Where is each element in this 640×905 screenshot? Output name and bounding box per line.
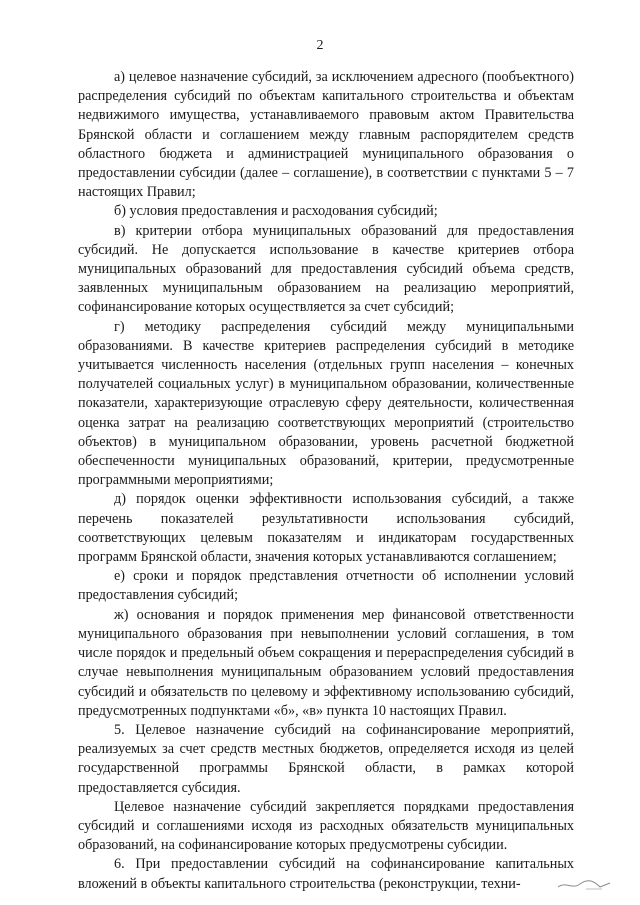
paragraph-zh: ж) основания и порядок применения мер финансовой ответственности муниципального образования при невыполнении условий соглашения, в том числе порядок и предельный объем сокращения и перераспределения субсидий в случае невыполнения муниципальным образованием условий предоставления субсидий и обязательств по целевому и эффективному использованию субсидий, предусмотренных подпунктами «б», «в» пункта 10 настоящих Правил. [78, 606, 574, 719]
handwritten-mark [556, 878, 612, 892]
page-number: 2 [316, 38, 324, 53]
paragraph-g: г) методику распределения субсидий между муниципальными образованиями. В качестве критериев распределения субсидий в методике учитывается численность населения (отдельных групп населения – конечных получателей социальных услуг) в муниципальном образовании, количественные показатели, характеризующие отраслевую сферу деятельности, количественная оценка затрат на реализацию соответствующих мероприятий (строительство объектов) в муниципальном образовании, уровень расчетной бюджетной обеспеченности муниципальных образований, критерии, предусмотренные программными мероприятиями; [78, 318, 574, 489]
document-body [78, 68, 574, 894]
paragraph-5: 5. Целевое назначение субсидий на софинансирование мероприятий, реализуемых за счет средств местных бюджетов, определяется исходя из целей государственной программы Брянской области, в рамках которой предоставляется субсидия. [78, 721, 574, 796]
paragraph-d: д) порядок оценки эффективности использования субсидий, а также перечень показателей результативности использования субсидий, соответствующих целевым показателям и индикаторам государственных программ Брянской области, значения которых устанавливаются соглашением; [78, 491, 574, 566]
paragraph-b: б) условия предоставления и расходования субсидий; [114, 203, 438, 220]
paragraph-6: 6. При предоставлении субсидий на софинансирование капитальных вложений в объекты капитального строительства (реконструкции, техни- [78, 856, 574, 892]
paragraph-a: а) целевое назначение субсидий, за исключением адресного (пообъектного) распределения субсидий по объектам капитального строительства и объектам недвижимого имущества, устанавливаемого правовым актом Правительства Брянской области и соглашением между главным распорядителем средств областного бюджета и администрацией муниципального образования о предоставлении субсидии (далее – соглашение), в соответствии с пунктами 5 – 7 настоящих Правил; [78, 69, 574, 201]
paragraph-v: в) критерии отбора муниципальных образований для предоставления субсидий. Не допускается использование в качестве критериев отбора муниципальных образований для предоставления субсидий объема средств, заявленных муниципальным образованием на реализацию мероприятий, софинансирование которых осуществляется за счет субсидий; [78, 222, 574, 316]
paragraph-5-cont: Целевое назначение субсидий закрепляется порядками предоставления субсидий и соглашениями исходя из расходных обязательств муниципальных образований, на софинансирование которых предусмотрены субсидии. [78, 798, 574, 854]
paragraph-e: е) сроки и порядок представления отчетности об исполнении условий предоставления субсидий; [78, 568, 574, 604]
